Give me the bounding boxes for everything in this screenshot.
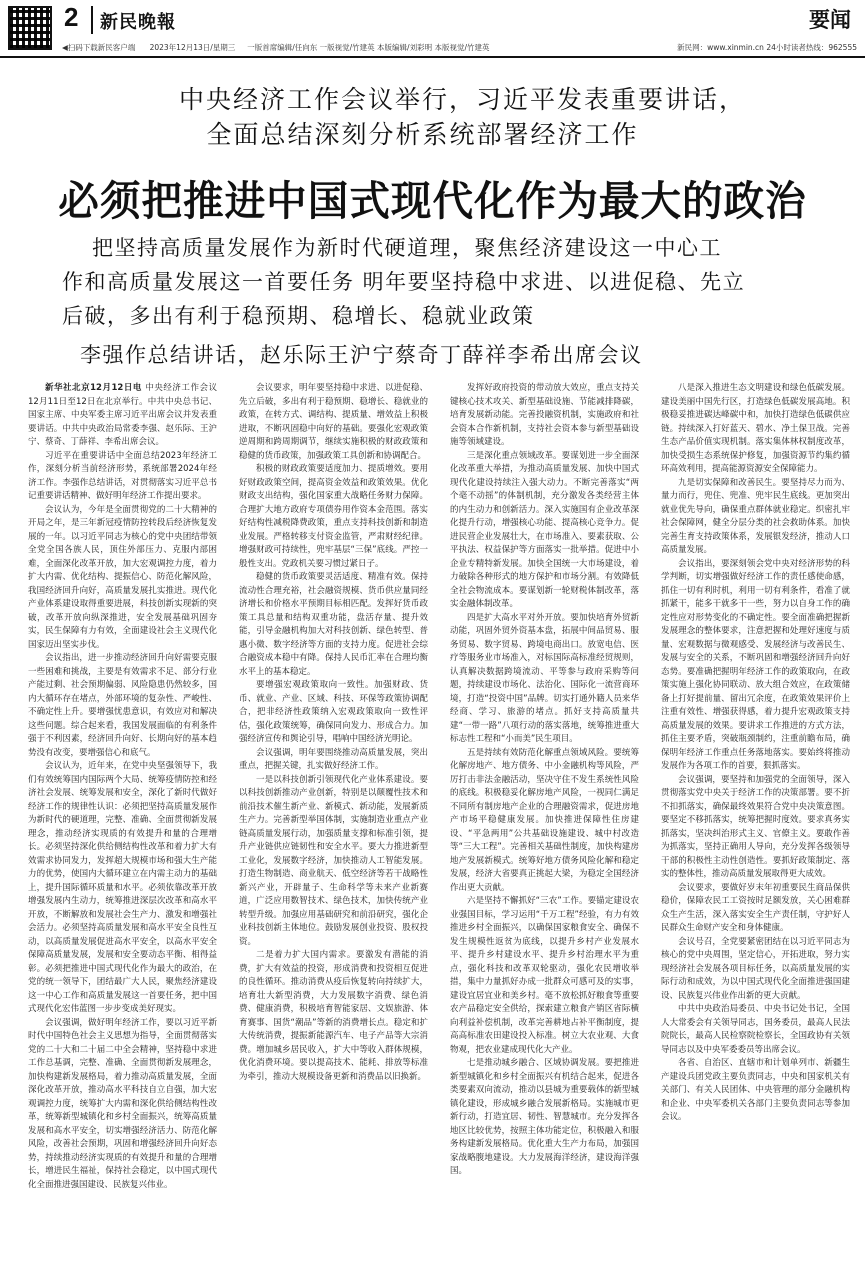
info-bar (62, 42, 857, 53)
article-column-4 (661, 382, 850, 1275)
paragraph-text: 四是扩大高水平对外开放。要加快培育外贸新动能，巩固外贸外资基本盘，拓展中间品贸易、服务贸易、数字贸易、跨境电商出口。放宽电信、医疗等服务业市场准入，对标国际高标准经贸规则，认真解决数据跨境流动、平等参与政府采购等问题，持续建设市场化、法治化、国际化一流营商环境，打造“投资中国”品牌。切实打通外籍人员来华经商、学习、旅游的堵点。抓好支持高质量共建“一带一路”八项行动的落实落地，统筹推进重大标志性工程和“小而美”民生项目。 (450, 612, 639, 744)
paragraph-text: 习近平在重要讲话中全面总结2023年经济工作，深刻分析当前经济形势，系统部署2024年经济工作。李强作总结讲话，对贯彻落实习近平总书记重要讲话精神、做好明年经济工作提出要求。 (28, 450, 217, 501)
article-paragraph (28, 450, 217, 504)
article-paragraph (661, 1003, 850, 1057)
paragraph-text: 会议强调，要坚持和加强党的全面领导，深入贯彻落实党中央关于经济工作的决策部署。要不折不扣抓落实，确保最终效果符合党中央决策意图。要坚定不移抓落实，统筹把握时度效。要求真务实抓落实，坚决纠治形式主义、官僚主义。要敢作善为抓落实，坚持正确用人导向，充分发挥各级领导干部的积极性主动性创造性。要抓好政策制定、落实的整体性，推动高质量发展取得更大成效。 (661, 774, 850, 879)
paragraph-text: 各省、自治区、直辖市和计划单列市、新疆生产建设兵团党政主要负责同志，中央和国家机关有关部门、有关人民团体、中央管理的部分金融机构和企业、中央军委机关各部门主要负责同志等参加会议。 (661, 1058, 850, 1122)
article-body (28, 382, 850, 1275)
masthead-divider (91, 6, 93, 34)
article-paragraph (661, 882, 850, 936)
paragraph-text: 会议认为，今年是全面贯彻党的二十大精神的开局之年，是三年新冠疫情防控转段后经济恢复发展的一年。以习近平同志为核心的党中央团结带领全党全国各族人民，顶住外部压力、克服内部困难，全面深化改革开放，加大宏观调控力度，着力扩大内需、优化结构、提振信心、防范化解风险，我国经济回升向好，高质量发展扎实推进。现代化产业体系建设取得重要进展，科技创新实现新的突破，改革开放向纵深推进，安全发展基础巩固夯实，民生保障有力有效，全面建设社会主义现代化国家迈出坚实步伐。 (28, 504, 217, 650)
article-paragraph (239, 679, 428, 747)
article-paragraph (28, 760, 217, 1017)
article-paragraph (239, 463, 428, 571)
article-paragraph (450, 450, 639, 612)
article-paragraph (661, 1057, 850, 1125)
paragraph-text: 发挥好政府投资的带动放大效应，重点支持关键核心技术攻关、新型基础设施、节能减排降碳，培育发展新动能。完善投融资机制，实施政府和社会资本合作新机制，支持社会资本参与新型基础设施等领域建设。 (450, 383, 639, 447)
paragraph-text: 要增强宏观政策取向一致性。加强财政、货币、就业、产业、区域、科技、环保等政策协调配合，把非经济性政策纳入宏观政策取向一致性评估，强化政策统筹，确保同向发力、形成合力。加强经济宣传和舆论引导，唱响中国经济光明论。 (239, 680, 428, 744)
article-column-2 (239, 382, 428, 1275)
paragraph-text: 中央经济工作会议12月11日至12日在北京举行。中共中央总书记、国家主席、中央军委主席习近平出席会议并发表重要讲话。中共中央政治局常委李强、赵乐际、王沪宁、蔡奇、丁薛祥、李希出席会议。 (28, 383, 217, 447)
subhead-line-3: 后破，多出有利于稳预期、稳增长、稳就业政策 (62, 304, 535, 328)
qr-caption: ◀扫码下载新民客户端 (62, 43, 136, 52)
paragraph-text: 稳健的货币政策要灵活适度、精准有效。保持流动性合理充裕，社会融资规模、货币供应量同经济增长和价格水平预期目标相匹配。发挥好货币政策工具总量和结构双重功能，盘活存量、提升效能，引导金融机构加大对科技创新、绿色转型、普惠小微、数字经济等方面的支持力度。促进社会综合融资成本稳中有降。保持人民币汇率在合理均衡水平上的基本稳定。 (239, 572, 428, 677)
article-paragraph (661, 774, 850, 882)
paragraph-text: 会议号召，全党要紧密团结在以习近平同志为核心的党中央周围，坚定信心，开拓进取，努力实现经济社会发展各项目标任务，以高质量发展的实际行动和成效，为以中国式现代化全面推进强国建设、民族复兴伟业作出新的更大贡献。 (661, 936, 850, 1001)
paragraph-text: 会议认为，近年来，在党中央坚强领导下，我们有效统筹国内国际两个大局、统筹疫情防控和经济社会发展、统筹发展和安全，深化了新时代做好经济工作的规律性认识：必须把坚持高质量发展作为新时代的硬道理，完整、准确、全面贯彻新发展理念，推动经济实现质的有效提升和量的合理增长。必须坚持深化供给侧结构性改革和着力扩大有效需求协同发力，发挥超大规模市场和强大生产能力的优势，使国内大循环建立在内需主动力的基础上，提升国际循环质量和水平。必须依靠改革开放增强发展内生动力，统筹推进深层次改革和高水平开放，不断解放和发展社会生产力、激发和增强社会活力。必须坚持高质量发展和高水平安全良性互动，以高质量发展促进高水平安全，以高水平安全保障高质量发展，发展和安全要动态平衡、相得益彰。必须把推进中国式现代化作为最大的政治，在党的统一领导下，团结最广大人民，聚焦经济建设这一中心工作和高质量发展这一首要任务，把中国式现代化宏伟蓝图一步步变成美好现实。 (28, 761, 217, 1014)
article-paragraph (28, 504, 217, 653)
newspaper-name: 新民晚報 (100, 12, 176, 33)
editors-line: 一版首席编辑/任向东 一版视觉/竹建英 本版编辑/刘彩明 本版视觉/竹建英 (247, 43, 490, 52)
article-paragraph (450, 895, 639, 1057)
paragraph-text: 会议指出，要深刻领会党中央对经济形势的科学判断，切实增强做好经济工作的责任感使命感，抓住一切有利时机，利用一切有利条件，看准了就抓紧干，能多干就多干一些，努力以自身工作的确定性应对形势变化的不确定性。要全面准确把握新发展理念的整体要求，注意把握和处理好速度与质量、宏观数据与微观感受、发展经济与改善民生、发展与安全的关系，不断巩固和增强经济回升向好态势。要准确把握明年经济工作的政策取向，在政策实施上强化协同联动、放大组合效应，在政策储备上打好提前量、留出冗余度，在政策效果评价上注重有效性、增强获得感，着力提升宏观政策支持高质量发展的效果。要讲求工作推进的方式方法，抓住主要矛盾，突破瓶颈制约，注重前瞻布局，确保明年经济工作重点任务落地落实。要始终将推动发展作为各项工作的首要，狠抓落实。 (661, 558, 850, 771)
article-paragraph (28, 382, 217, 450)
paragraph-text: 三是深化重点领域改革。要谋划进一步全面深化改革重大举措，为推动高质量发展、加快中国式现代化建设持续注入强大动力。不断完善落实“两个毫不动摇”的体制机制，充分激发各类经营主体的内生动力和创新活力。深入实施国有企业改革深化提升行动，增强核心功能、提高核心竞争力。促进民营企业发展壮大，在市场准入、要素获取、公平执法、权益保护等方面落实一批举措。促进中小企业专精特新发展。加快全国统一大市场建设，着力破除各种形式的地方保护和市场分割。有效降低全社会物流成本。要谋划新一轮财税体制改革，落实金融体制改革。 (450, 450, 639, 609)
paragraph-text: 中共中央政治局委员、中央书记处书记，全国人大常委会有关领导同志，国务委员，最高人民法院院长，最高人民检察院检察长，全国政协有关领导同志以及中央军委委员等出席会议。 (661, 1004, 850, 1055)
paragraph-text: 会议强调，明年要围绕推动高质量发展，突出重点，把握关键，扎实做好经济工作。 (239, 747, 428, 771)
article-dateline: 新华社北京12月12日电 (45, 383, 146, 393)
kicker-line-2: 全面总结深刻分析系统部署经济工作 (206, 120, 639, 149)
subhead-line-2: 作和高质量发展这一首要任务 明年要坚持稳中求进、以进促稳、先立 (62, 270, 746, 294)
paragraph-text: 会议要求，要做好岁末年初重要民生商品保供稳价，保障农民工工资按时足额发放，关心困难群众生产生活，深入落实安全生产责任制，守护好人民群众生命财产安全和身体健康。 (661, 882, 850, 933)
article-paragraph (239, 747, 428, 774)
article-paragraph (239, 382, 428, 463)
qr-code-icon[interactable] (8, 6, 52, 50)
article-paragraph (450, 612, 639, 747)
paragraph-text: 积极的财政政策要适度加力、提质增效。要用好财政政策空间，提高资金效益和政策效果。优化财政支出结构，强化国家重大战略任务财力保障。合理扩大地方政府专项债券用作资本金范围。落实好结构性减税降费政策，重点支持科技创新和制造业发展。严格转移支付资金监管，严肃财经纪律。增强财政可持续性，兜牢基层“三保”底线。严控一般性支出。党政机关要习惯过紧日子。 (239, 464, 428, 569)
article-paragraph (450, 382, 639, 450)
date-line: 2023年12月13日/星期三 (149, 43, 236, 52)
article-paragraph (661, 477, 850, 558)
article-paragraph (661, 558, 850, 774)
paragraph-text: 六是坚持不懈抓好“三农”工作。要锚定建设农业强国目标，学习运用“千万工程”经验，有力有效推进乡村全面振兴，以确保国家粮食安全、确保不发生规模性返贫为底线，以提升乡村产业发展水平、提升乡村建设水平、提升乡村治理水平为重点，强化科技和改革双轮驱动，强化农民增收举措，集中力量抓好办成一批群众可感可及的实事，建设宜居宜业和美乡村。毫不放松抓好粮食等重要农产品稳定安全供给，探索建立粮食产销区省际横向利益补偿机制，改革完善耕地占补平衡制度，提高高标准农田建设投入标准。树立大农业观、大食物观，把农业建成现代化大产业。 (450, 896, 639, 1055)
paragraph-text: 一是以科技创新引领现代化产业体系建设。要以科技创新推动产业创新，特别是以颠覆性技术和前沿技术催生新产业、新模式、新动能，发展新质生产力。完善新型举国体制，实施制造业重点产业链高质量发展行动，加强质量支撑和标准引领，提升产业链供应链韧性和安全水平。要大力推进新型工业化，发展数字经济，加快推动人工智能发展。打造生物制造、商业航天、低空经济等若干战略性新兴产业，开辟量子、生命科学等未来产业新赛道，广泛应用数智技术、绿色技术，加快传统产业转型升级。加强应用基础研究和前沿研究，强化企业科技创新主体地位。鼓励发展创业投资、股权投资。 (239, 774, 428, 947)
paragraph-text: 会议要求，明年要坚持稳中求进、以进促稳、先立后破，多出有利于稳预期、稳增长、稳就业的政策，在转方式、调结构、提质量、增效益上积极进取，不断巩固稳中向好的基础。要强化宏观政策逆周期和跨周期调节，继续实施积极的财政政策和稳健的货币政策，加强政策工具创新和协调配合。 (239, 383, 428, 461)
article-paragraph (450, 747, 639, 896)
subhead-line-4: 李强作总结讲话，赵乐际王沪宁蔡奇丁薛祥李希出席会议 (80, 343, 643, 367)
paragraph-text: 二是着力扩大国内需求。要激发有潜能的消费，扩大有效益的投资，形成消费和投资相互促进的良性循环。推动消费从疫后恢复转向持续扩大，培育壮大新型消费，大力发展数字消费、绿色消费、健康消费，积极培育智能家居、文娱旅游、体育赛事、国货“潮品”等新的消费增长点。稳定和扩大传统消费，提振新能源汽车、电子产品等大宗消费。增加城乡居民收入，扩大中等收入群体规模，优化消费环境。要以提高技术、能耗、排放等标准为牵引，推动大规模设备更新和消费品以旧换新。 (239, 950, 428, 1082)
article-paragraph (661, 936, 850, 1004)
contact-line: 新民网：www.xinmin.cn 24小时读者热线：962555 (677, 43, 857, 52)
article-paragraph (239, 571, 428, 679)
main-headline: 必须把推进中国式现代化作为最大的政治 (58, 177, 807, 225)
article-column-1 (28, 382, 217, 1275)
article-paragraph (239, 949, 428, 1084)
article-column-3 (450, 382, 639, 1275)
subhead-line-1: 把坚持高质量发展作为新时代硬道理，聚焦经济建设这一中心工 (92, 236, 722, 260)
paragraph-text: 五是持续有效防范化解重点领域风险。要统筹化解房地产、地方债务、中小金融机构等风险，严厉打击非法金融活动，坚决守住不发生系统性风险的底线。积极稳妥化解房地产风险，一视同仁满足不同所有制房地产企业的合理融资需求，促进房地产市场平稳健康发展。加快推进保障性住房建设、“平急两用”公共基础设施建设、城中村改造等“三大工程”。完善相关基础性制度，加快构建房地产发展新模式。统筹好地方债务风险化解和稳定发展，经济大省要真正挑起大梁，为稳定全国经济作出更大贡献。 (450, 747, 639, 893)
page-number: 2 (64, 2, 79, 32)
paragraph-text: 七是推动城乡融合、区域协调发展。要把推进新型城镇化和乡村全面振兴有机结合起来，促进各类要素双向流动，推动以县城为重要载体的新型城镇化建设，形成城乡融合发展新格局。实施城市更新行动，打造宜居、韧性、智慧城市。充分发挥各地区比较优势，按照主体功能定位，积极融入和服务构建新发展格局。优化重大生产力布局，加强国家战略腹地建设。大力发展海洋经济，建设海洋强国。 (450, 1058, 639, 1176)
kicker-line-1: 中央经济工作会议举行，习近平发表重要讲话， (178, 85, 746, 114)
article-paragraph (239, 774, 428, 950)
masthead (0, 0, 865, 58)
paragraph-text: 八是深入推进生态文明建设和绿色低碳发展。建设美丽中国先行区，打造绿色低碳发展高地。积极稳妥推进碳达峰碳中和，加快打造绿色低碳供应链。持续深入打好蓝天、碧水、净土保卫战。完善生态产品价值实现机制。落实集体林权制度改革，加快受损生态系统保护修复，加强资源节约集约循环高效利用，提高能源资源安全保障能力。 (661, 383, 850, 474)
article-paragraph (661, 382, 850, 477)
paragraph-text: 九是切实保障和改善民生。要坚持尽力而为、量力而行，兜住、兜准、兜牢民生底线。更加突出就业优先导向，确保重点群体就业稳定。织密扎牢社会保障网，健全分层分类的社会救助体系。加快完善生育支持政策体系，发展银发经济，推动人口高质量发展。 (661, 477, 850, 555)
article-paragraph (28, 1017, 217, 1193)
section-title: 要闻 (809, 7, 851, 32)
masthead-rule (0, 56, 865, 58)
paragraph-text: 会议指出，进一步推动经济回升向好需要克服一些困难和挑战，主要是有效需求不足、部分行业产能过剩、社会预期偏弱、风险隐患仍然较多，国内大循环存在堵点，外部环境的复杂性、严峻性、不确定性上升。要增强忧患意识，有效应对和解决这些问题。综合起来看，我国发展面临的有利条件强于不利因素，经济回升向好、长期向好的基本趋势没有改变，要增强信心和底气。 (28, 653, 217, 758)
paragraph-text: 会议强调，做好明年经济工作，要以习近平新时代中国特色社会主义思想为指导，全面贯彻落实党的二十大和二十届二中全会精神，坚持稳中求进工作总基调，完整、准确、全面贯彻新发展理念，加快构建新发展格局，着力推动高质量发展，全面深化改革开放，推动高水平科技自立自强，加大宏观调控力度，统筹扩大内需和深化供给侧结构性改革，统筹新型城镇化和乡村全面振兴，统筹高质量发展和高水平安全，切实增强经济活力、防范化解风险，改善社会预期，巩固和增强经济回升向好态势，持续推动经济实现质的有效提升和量的合理增长，增进民生福祉，保持社会稳定，以中国式现代化全面推进强国建设、民族复兴伟业。 (28, 1017, 217, 1190)
article-paragraph (28, 652, 217, 760)
article-paragraph (450, 1057, 639, 1179)
